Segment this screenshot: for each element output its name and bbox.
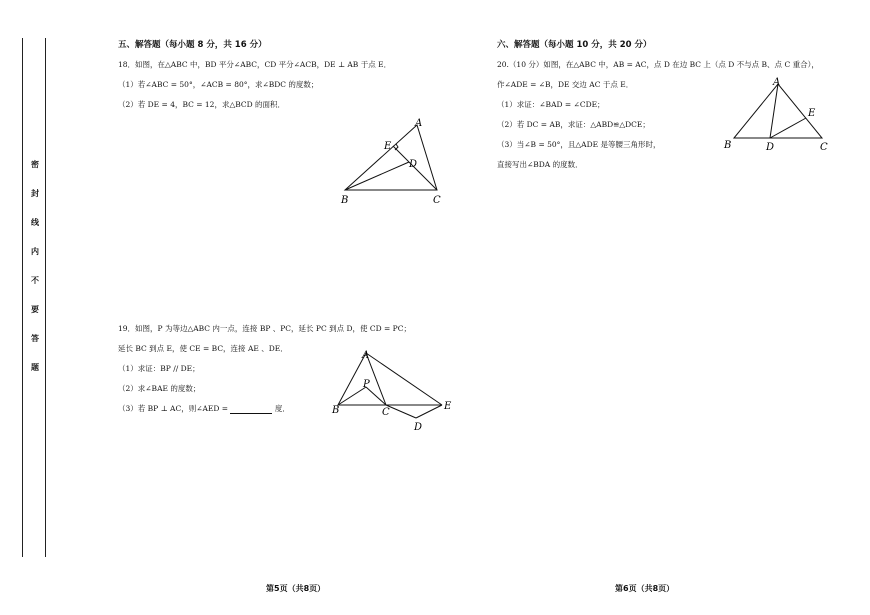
seal-char: 内 (31, 247, 39, 256)
q19-part2: （2）求∠BAE 的度数； (118, 384, 201, 393)
q20-line1: 20.（10 分）如图，在△ABC 中，AB = AC，点 D 在边 BC 上（点 D 不与点 B、点 C 重合）， (497, 60, 819, 69)
label-E: E (384, 141, 392, 152)
q19-stem-2: 延长 BC 到点 E，使 CE = BC，连接 AE 、DE． (118, 344, 288, 353)
q19-part1: （1）求证：BP // DE； (118, 364, 200, 373)
q19-stem-1: 19．如图，P 为等边△ABC 内一点，连接 BP 、PC，延长 PC 到点 D，使 CD = PC； (118, 324, 411, 333)
seal-char: 要 (31, 305, 39, 314)
seal-char: 密 (31, 160, 39, 169)
label-E: E (444, 401, 452, 412)
section-title-5: 五、解答题（每小题 8 分，共 16 分） (118, 40, 267, 50)
q20-line2: 作∠ADE = ∠B，DE 交边 AC 于点 E． (497, 80, 634, 89)
label-B: B (724, 140, 732, 151)
binding-line-right (45, 38, 46, 557)
label-C: C (433, 195, 441, 206)
seal-line-notice (28, 160, 42, 373)
q20-part1: （1）求证：∠BAD = ∠CDE； (497, 100, 605, 109)
q20-part4: 直接写出∠BDA 的度数． (497, 160, 583, 169)
label-A: A (773, 77, 781, 88)
seal-char: 不 (31, 276, 39, 285)
q20-figure (722, 76, 837, 156)
label-D: D (414, 422, 423, 433)
label-D: D (409, 159, 418, 170)
label-C: C (820, 142, 828, 153)
label-C: C (382, 407, 390, 418)
q18-part1: （1）若∠ABC = 50°，∠ACB = 80°，求∠BDC 的度数； (118, 80, 319, 89)
seal-char: 封 (31, 189, 39, 198)
q19-part3-text: （3）若 BP ⊥ AC，则∠AED = (118, 404, 229, 413)
label-D: D (766, 142, 775, 153)
seal-char: 题 (31, 363, 39, 372)
section-title-6: 六、解答题（每小题 10 分，共 20 分） (497, 40, 652, 50)
left-page (118, 40, 468, 119)
page-number-6: 第6页（共8页） (615, 584, 675, 593)
page-number-5: 第5页（共8页） (266, 584, 326, 593)
seal-char: 线 (31, 218, 39, 227)
q20-part2: （2）若 DC = AB，求证：△ABD≌△DCE； (497, 120, 650, 129)
q19-figure (330, 345, 460, 435)
binding-line-left (22, 38, 23, 557)
label-B: B (332, 405, 340, 416)
q18-stem: 18．如图，在△ABC 中，BD 平分∠ABC，CD 平分∠ACB，DE ⊥ AB 于点 E． (118, 60, 392, 69)
label-A: A (415, 118, 423, 129)
seal-char: 答 (31, 334, 39, 343)
q18-part2: （2）若 DE = 4，BC = 12，求△BCD 的面积． (118, 100, 286, 109)
label-A: A (362, 350, 370, 361)
label-P: P (363, 379, 370, 390)
q20-part3: （3）当∠B = 50°，且△ADE 是等腰三角形时， (497, 140, 661, 149)
label-E: E (808, 108, 816, 119)
q19-part3-unit: 度． (274, 404, 290, 413)
label-B: B (341, 195, 349, 206)
q18-figure (335, 115, 455, 210)
answer-blank[interactable] (230, 405, 272, 414)
